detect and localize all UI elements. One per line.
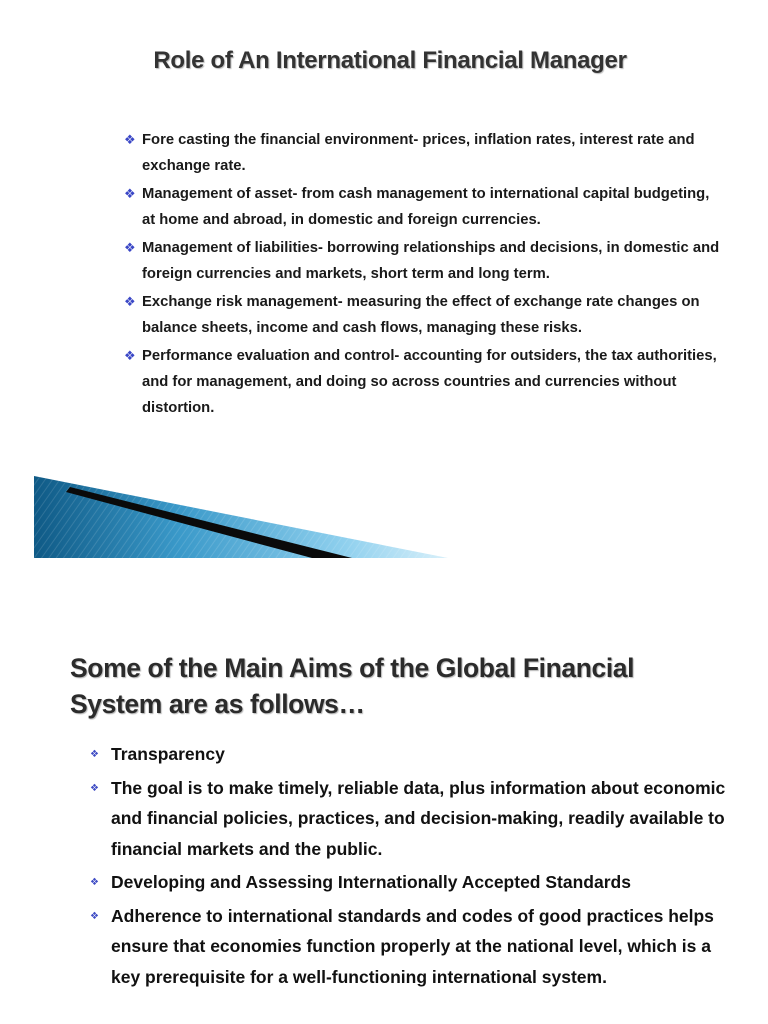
- list-item: [90, 773, 730, 865]
- list-item: [90, 867, 730, 898]
- bullet-list: [90, 739, 730, 995]
- list-item-text: Management of liabilities- borrowing relationships and decisions, in domestic and foreign currencies and markets, short term and long term.: [142, 240, 720, 282]
- list-item-text: Exchange risk management- measuring the effect of exchange rate changes on balance sheets, income and cash flows, managing these risks.: [142, 294, 700, 336]
- diamond-bullet-icon: ❖: [90, 782, 99, 794]
- list-item-text: Adherence to international standards and codes of good practices helps ensure that economies function properly at the national level, which is a key prerequisite for a well-functioning international system.: [111, 905, 714, 987]
- diamond-bullet-icon: ❖: [124, 132, 136, 147]
- list-item: [124, 181, 724, 233]
- list-item: [124, 235, 724, 287]
- list-item: [90, 739, 730, 770]
- slide-title: Role of An International Financial Manager: [153, 47, 627, 74]
- list-item: [124, 343, 724, 421]
- list-item-text: Fore casting the financial environment- prices, inflation rates, interest rate and exchange rate.: [142, 132, 695, 174]
- decorative-swoosh: [0, 470, 460, 562]
- list-item-text: Performance evaluation and control- accounting for outsiders, the tax authorities, and for management, and doing so across countries and currencies without distortion.: [142, 348, 717, 416]
- list-item-text: Developing and Assessing Internationally Accepted Standards: [111, 872, 631, 892]
- diamond-bullet-icon: ❖: [90, 910, 99, 922]
- diamond-bullet-icon: ❖: [124, 348, 136, 363]
- list-item-text: The goal is to make timely, reliable data, plus information about economic and financial policies, practices, and decision-making, readily available to financial markets and the public.: [111, 777, 726, 859]
- list-item-text: Transparency: [111, 744, 225, 764]
- list-item: [124, 289, 724, 341]
- diamond-bullet-icon: ❖: [124, 294, 136, 309]
- list-item-text: Management of asset- from cash management to international capital budgeting, at home and abroad, in domestic and foreign currencies.: [142, 186, 710, 228]
- slide-title: Some of the Main Aims of the Global Financial System are as follows…: [70, 653, 635, 719]
- bullet-list: [124, 127, 724, 423]
- diamond-bullet-icon: ❖: [90, 877, 99, 888]
- diamond-bullet-icon: ❖: [124, 186, 136, 201]
- diamond-bullet-icon: ❖: [90, 749, 99, 760]
- list-item: [90, 901, 730, 993]
- list-item: [124, 127, 724, 179]
- diamond-bullet-icon: ❖: [124, 240, 136, 255]
